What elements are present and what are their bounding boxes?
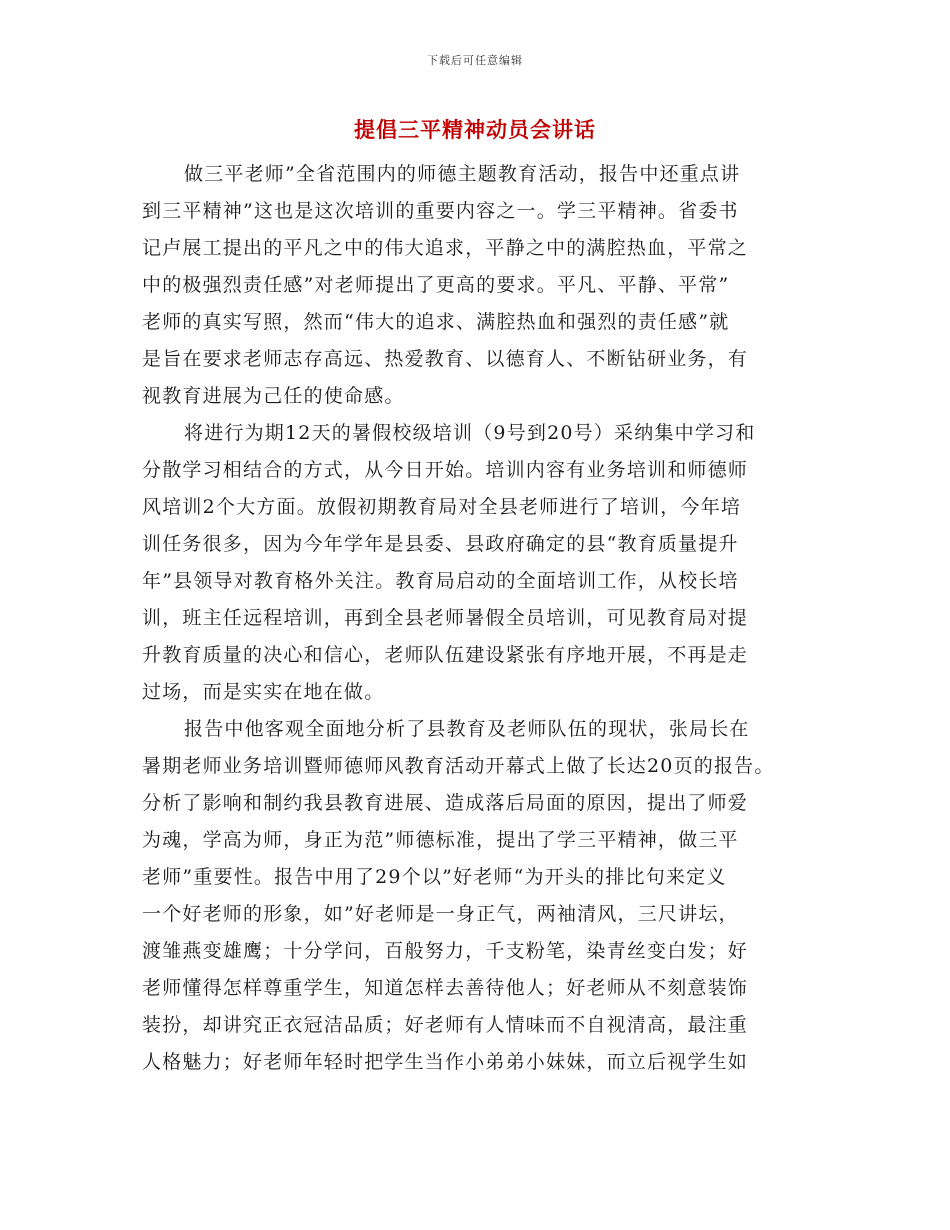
text-line: 老师”重要性。报告中用了29个以”好老师“为开头的排比句来定义 [142,866,727,888]
header-note: 下载后可任意编辑 [427,54,523,67]
text-line: 风培训2个大方面。放假初期教育局对全县老师进行了培训，今年培 [142,496,742,518]
text-line: 暑期老师业务培训暨师德师风教育活动开幕式上做了长达20页的报告。 [142,755,775,777]
text-line: 人格魅力；好老师年轻时把学生当作小弟弟小妹妹，而立后视学生如 [142,1051,749,1073]
text-line: 训，班主任远程培训，再到全县老师暑假全员培训，可见教育局对提 [142,607,749,629]
text-line: 分散学习相结合的方式，从今日开始。培训内容有业务培训和师德师 [142,459,749,481]
paragraph-2 [142,415,808,711]
text-line: 老师懂得怎样尊重学生，知道怎样去善待他人；好老师从不刻意装饰 [142,977,749,999]
text-line: 将进行为期12天的暑假校级培训（9号到20号）采纳集中学习和 [184,422,756,444]
text-line: 为魂，学高为师，身正为范”师德标准，提出了学三平精神，做三平 [142,829,739,851]
text-line: 视教育进展为己任的使命感。 [142,385,405,407]
document-body [142,156,808,1081]
text-line: 升教育质量的决心和信心，老师队伍建设紧张有序地开展，不再是走 [142,644,749,666]
text-line: 训任务很多，因为今年学年是县委、县政府确定的县“教育质量提升 [142,533,739,555]
paragraph-3 [142,711,808,1081]
text-line: 报告中他客观全面地分析了县教育及老师队伍的现状，张局长在 [184,718,750,740]
text-line: 一个好老师的形象，如”好老师是一身正气，两袖清风，三尺讲坛， [142,903,739,925]
text-line: 做三平老师”全省范围内的师德主题教育活动，报告中还重点讲 [184,163,741,185]
text-line: 过场，而是实实在地在做。 [142,681,385,703]
text-line: 渡雏燕变雄鹰；十分学问，百般努力，千支粉笔，染青丝变白发；好 [142,940,749,962]
text-line: 中的极强烈责任感”对老师提出了更高的要求。平凡、平静、平常” [142,274,730,296]
text-line: 分析了影响和制约我县教育进展、造成落后局面的原因，提出了师爱 [142,792,749,814]
text-line: 记卢展工提出的平凡之中的伟大追求，平静之中的满腔热血，平常之 [142,237,749,259]
text-line: 年”县领导对教育格外关注。教育局启动的全面培训工作，从校长培 [142,570,739,592]
page-title: 提倡三平精神动员会讲话 [354,118,596,142]
text-line: 到三平精神”这也是这次培训的重要内容之一。学三平精神。省委书 [142,200,739,222]
text-line: 装扮，却讲究正衣冠洁品质；好老师有人情味而不自视清高，最注重 [142,1014,749,1036]
paragraph-1 [142,156,808,415]
text-line: 老师的真实写照，然而“伟大的追求、满腔热血和强烈的责任感”就 [142,311,730,333]
text-line: 是旨在要求老师志存高远、热爱教育、以德育人、不断钻研业务，有 [142,348,749,370]
